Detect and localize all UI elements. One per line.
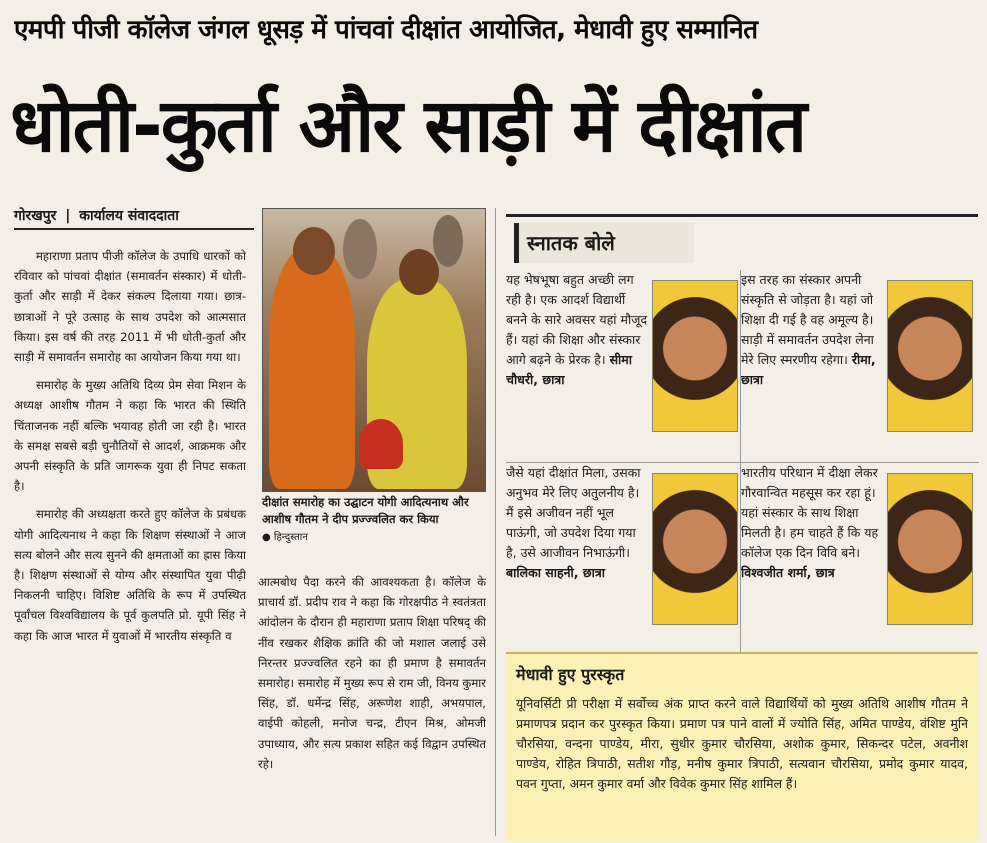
- column-divider: [495, 208, 496, 836]
- byline-place: गोरखपुर: [14, 208, 57, 224]
- graduates-title: स्नातक बोले: [514, 223, 694, 263]
- photo-figure: [269, 249, 355, 489]
- paragraph: समारोह की अध्यक्षता करते हुए कॉलेज के प्रबंधक योगी आदित्यनाथ ने कहा कि शिक्षण संस्थाओं ने आज सत्य बोलने और सत्य सुनने की क्षमताओं का ह्रास किया है। शिक्षण संस्थाओं से योग्य और संस्थापित युवा पीढ़ी निकलनी चाहिए। विशिष्ट अतिथि के रूप में उपस्थित पूर्वांचल विश्वविद्यालय के पूर्व कुलपति प्रो. यूपी सिंह ने कहा कि आज भारत में युवाओं में भारतीय संस्कृति व: [14, 507, 246, 643]
- photo-caption: [262, 494, 484, 556]
- ceremony-photo: [262, 208, 486, 492]
- photo-figure: [343, 219, 377, 279]
- quote-text: इस तरह का संस्कार अपनी संस्कृति से जोड़ता है। यहां जो शिक्षा दी गई है वह अमूल्य है। साड़ी में समावर्तन उपदेश लेना मेरे लिए स्मरणीय रहेगा।: [741, 272, 874, 367]
- graduate-quote: [506, 270, 740, 462]
- quote-text: जैसे यहां दीक्षांत मिला, उसका अनुभव मेरे लिए अतुलनीय है। मैं इसे अजीवन नहीं भूल पाऊंगी, जो उपदेश दिया गया है, उसे आजीवन निभाऊंगी।: [506, 465, 641, 560]
- quote-name: सीमा चौधरी, छात्रा: [506, 352, 633, 387]
- graduate-portrait: [652, 280, 738, 432]
- paragraph: आत्मबोध पैदा करने की आवश्यकता है। कॉलेज के प्राचार्य डॉ. प्रदीप राव ने कहा कि गोरक्षपीठ ने स्वतंत्रता आंदोलन के दौरान ही महाराणा प्रताप शिक्षा परिषद् की नींव रखकर शैक्षिक क्रांति की जो मशाल जलाई उसे निरन्तर प्रज्ज्वलित रहने का ही प्रमाण है समावर्तन समारोह। समारोह में मुख्य रूप से राम जी, विनय कुमार सिंह, डॉ. धर्मेन्द्र सिंह, अरूणेश शाही, अभयपाल, वाईपी कोहली, मनोज चन्द्र, टीएन मिश्र, ओमजी उपाध्याय, और सत्य प्रकाश सहित कई विद्वान उपस्थित रहे।: [258, 575, 486, 771]
- award-box: [506, 652, 978, 842]
- photo-credit: ● हिन्दुस्तान: [262, 532, 308, 543]
- quote-name: बालिका साहनी, छात्रा: [506, 565, 606, 580]
- graduate-quote: [740, 462, 979, 655]
- quote-name: रीमा, छात्रा: [741, 352, 876, 387]
- byline-separator: |: [65, 208, 71, 224]
- article-left-column: [14, 246, 246, 836]
- quote-text: यह भेषभूषा बहुत अच्छी लग रही है। एक आदर्श विद्यार्थी बनने के सारे अवसर यहां मौजूद हैं। यहां की शिक्षा और संस्कार आगे बढ़ने के प्रेरक है।: [506, 272, 648, 367]
- caption-text: दीक्षांत समारोह का उद्घाटन योगी आदित्यनाथ और आशीष गौतम ने दीप प्रज्ज्वलित कर किया: [262, 495, 469, 526]
- photo-figure: [293, 227, 335, 275]
- byline: [14, 206, 254, 230]
- paragraph: महाराणा प्रताप पीजी कॉलेज के उपाधि धारकों को रविवार को पांचवां दीक्षांत (समावर्तन संस्कार) में धोती-कुर्ता और साड़ी में देकर संकल्प दिलाया गया। छात्र-छात्राओं ने पूरे उत्साह के साथ उपदेश को आत्मसात किया। इस वर्ष की तरह 2011 में भी धोती-कुर्ता और साड़ी में समावर्तन समारोह का आयोजन किया गया था।: [14, 249, 246, 365]
- quote-name: विश्वजीत शर्मा, छात्र: [741, 565, 835, 580]
- byline-reporter: कार्यालय संवाददाता: [79, 208, 179, 224]
- graduate-portrait: [887, 473, 973, 625]
- photo-figure: [399, 249, 439, 295]
- graduate-portrait: [887, 280, 973, 432]
- kicker-headline: एमपी पीजी कॉलेज जंगल धूसड़ में पांचवां दीक्षांत आयोजित, मेधावी हुए सम्मानित: [14, 15, 758, 45]
- award-body: यूनिवर्सिटी प्री परीक्षा में सर्वोच्च अंक प्राप्त करने वाले विद्यार्थियों को मुख्य अतिथि आशीष गौतम ने प्रमाणपत्र प्रदान कर पुरस्कृत किया। प्रमाण पत्र पाने वालों में ज्योति सिंह, अमित पाण्डेय, वंशिष्ट मुनि चौरसिया, वन्दना पाण्डेय, मीरा, सुधीर कुमार चौरसिया, अशोक कुमार, सिकन्दर पटेल, अवनीश पाण्डेय, रोहित त्रिपाठी, सतीश गौड़, मनीष कुमार त्रिपाठी, सत्यवान चौरसिया, प्रमोद कुमार यादव, पवन गुप्ता, अमन कुमार वर्मा और विवेक कुमार सिंह शामिल हैं।: [516, 696, 968, 791]
- paragraph: समारोह के मुख्य अतिथि दिव्य प्रेम सेवा मिशन के अध्यक्ष आशीष गौतम ने कहा कि भारत की स्थिति चिंताजनक नहीं बल्कि भयावह होती जा रही है। भारत के समक्ष सबसे बड़ी चुनौतियों से आदर्श, आक्रमक और अपनी संस्कृति के प्रति जागरूक युवा ही निपट सकता है।: [14, 378, 246, 494]
- graduate-quote: [740, 270, 979, 462]
- photo-figure: [433, 215, 463, 267]
- main-headline: धोती-कुर्ता और साड़ी में दीक्षांत: [10, 83, 805, 169]
- graduate-quote: [506, 462, 740, 655]
- article-middle-column: [258, 572, 486, 836]
- graduate-portrait: [652, 473, 738, 625]
- award-title: मेधावी हुए पुरस्कृत: [516, 665, 625, 684]
- photo-lamp: [359, 419, 403, 469]
- quote-text: भारतीय परिधान में दीक्षा लेकर गौरवान्वित महसूस कर रहा हूं। यहां संस्कार के साथ शिक्षा मिलती है। हम चाहते हैं कि यह कॉलेज एक दिन विवि बने।: [741, 465, 879, 560]
